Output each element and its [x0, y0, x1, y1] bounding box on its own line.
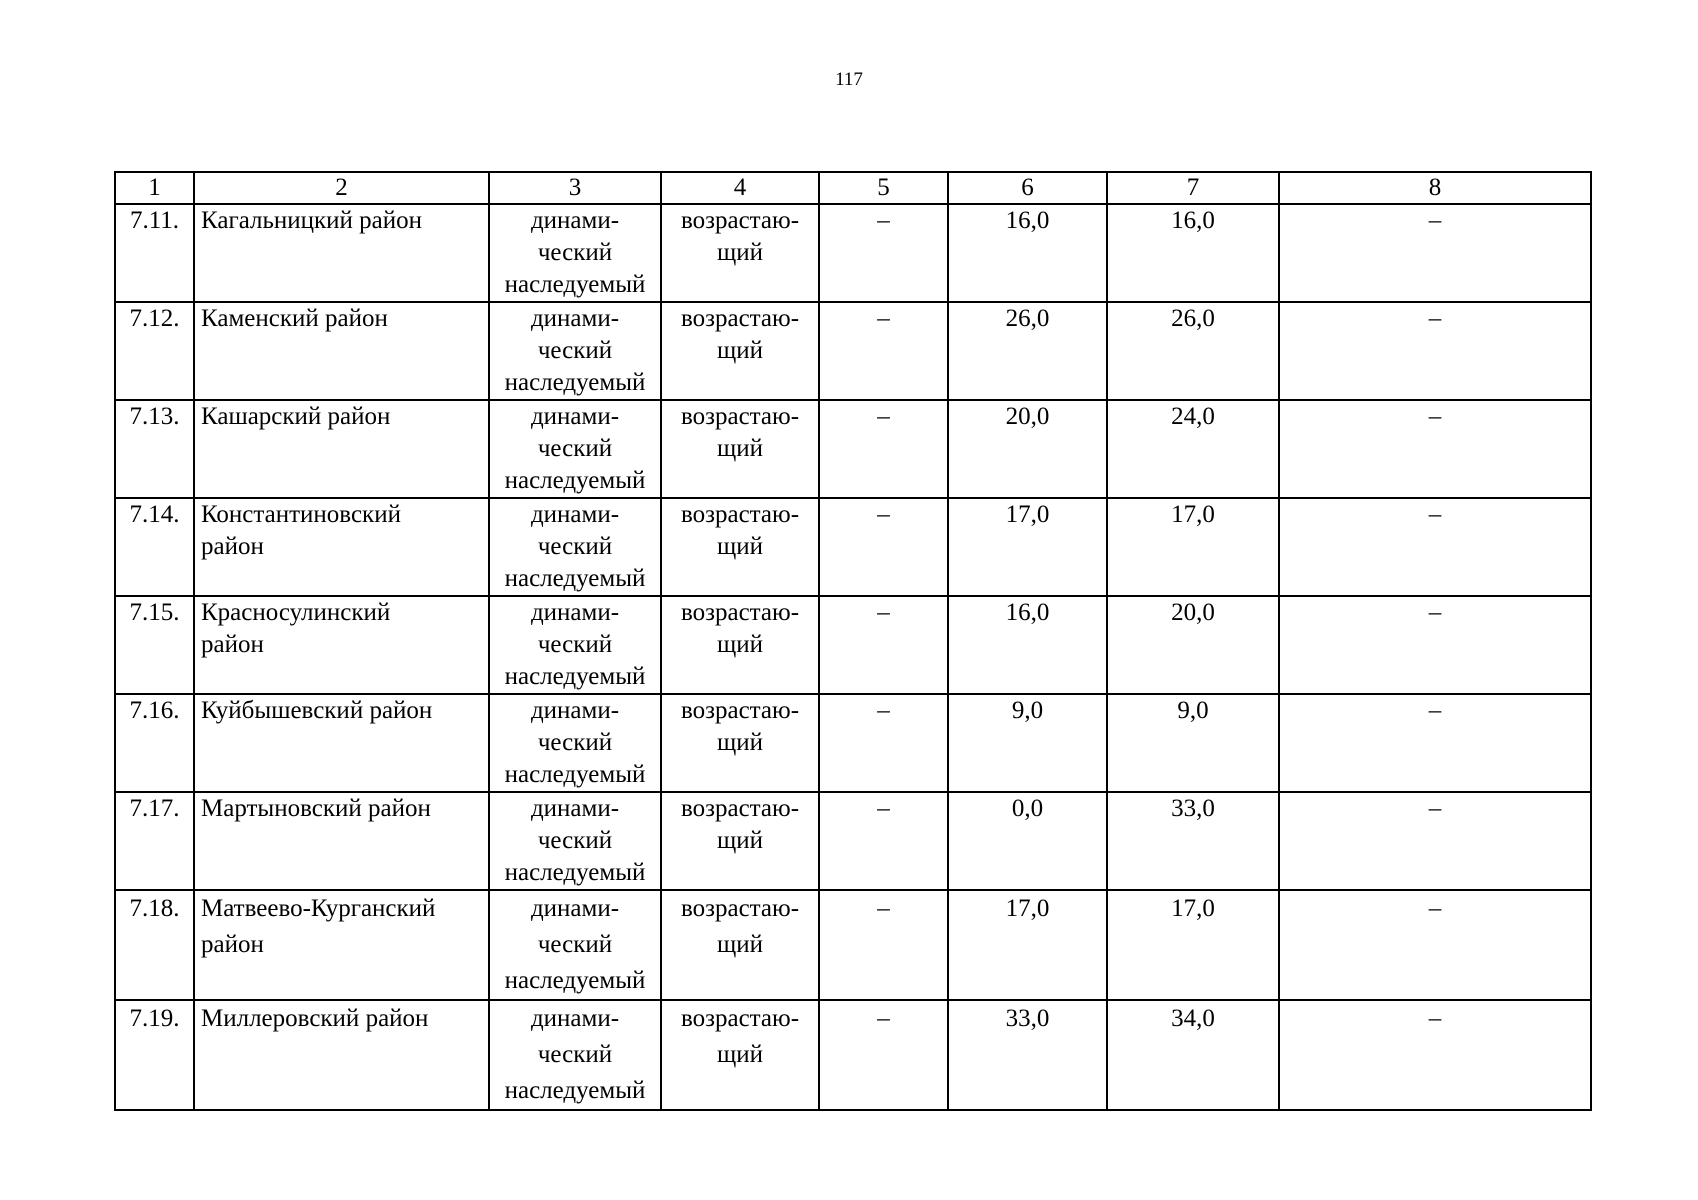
district-name: Каменский район [194, 302, 489, 400]
row-number: 7.17. [115, 792, 194, 890]
header-cell-3: 3 [489, 172, 661, 204]
col8-value: – [1279, 400, 1591, 498]
table-row [115, 302, 1591, 400]
col7-value: 17,0 [1107, 498, 1279, 596]
table-row [115, 694, 1591, 792]
col8-value: – [1279, 890, 1591, 1000]
col4-trend: возрастаю- щий [661, 400, 819, 498]
col7-value: 26,0 [1107, 302, 1279, 400]
header-cell-6: 6 [948, 172, 1107, 204]
col6-value: 16,0 [948, 204, 1107, 302]
col8-value: – [1279, 792, 1591, 890]
row-number: 7.16. [115, 694, 194, 792]
row-number: 7.19. [115, 1000, 194, 1110]
col3-type: динами- ческий наследуемый [489, 1000, 661, 1110]
table-row [115, 498, 1591, 596]
row-number: 7.11. [115, 204, 194, 302]
district-name: Красносулинский район [194, 596, 489, 694]
header-cell-5: 5 [819, 172, 948, 204]
col6-value: 26,0 [948, 302, 1107, 400]
col6-value: 0,0 [948, 792, 1107, 890]
col3-type: динами- ческий наследуемый [489, 792, 661, 890]
table-row [115, 204, 1591, 302]
col8-value: – [1279, 302, 1591, 400]
header-row [115, 172, 1591, 204]
col6-value: 17,0 [948, 890, 1107, 1000]
col5-value: – [819, 498, 948, 596]
district-name: Мартыновский район [194, 792, 489, 890]
col6-value: 20,0 [948, 400, 1107, 498]
col8-value: – [1279, 204, 1591, 302]
col3-type: динами- ческий наследуемый [489, 498, 661, 596]
district-name: Куйбышевский район [194, 694, 489, 792]
col4-trend: возрастаю- щий [661, 792, 819, 890]
district-name: Кагальницкий район [194, 204, 489, 302]
col4-trend: возрастаю- щий [661, 302, 819, 400]
col4-trend: возрастаю- щий [661, 498, 819, 596]
col8-value: – [1279, 694, 1591, 792]
col4-trend: возрастаю- щий [661, 596, 819, 694]
row-number: 7.12. [115, 302, 194, 400]
table-row [115, 400, 1591, 498]
col4-trend: возрастаю- щий [661, 694, 819, 792]
col3-type: динами- ческий наследуемый [489, 302, 661, 400]
district-name: Константиновский район [194, 498, 489, 596]
table-row [115, 1000, 1591, 1110]
col5-value: – [819, 204, 948, 302]
col6-value: 16,0 [948, 596, 1107, 694]
col7-value: 24,0 [1107, 400, 1279, 498]
col5-value: – [819, 1000, 948, 1110]
col8-value: – [1279, 1000, 1591, 1110]
header-cell-7: 7 [1107, 172, 1279, 204]
col3-type: динами- ческий наследуемый [489, 694, 661, 792]
col4-trend: возрастаю- щий [661, 1000, 819, 1110]
col4-trend: возрастаю- щий [661, 890, 819, 1000]
row-number: 7.13. [115, 400, 194, 498]
district-name: Кашарский район [194, 400, 489, 498]
col5-value: – [819, 890, 948, 1000]
col6-value: 9,0 [948, 694, 1107, 792]
col3-type: динами- ческий наследуемый [489, 596, 661, 694]
row-number: 7.18. [115, 890, 194, 1000]
col7-value: 33,0 [1107, 792, 1279, 890]
header-cell-8: 8 [1279, 172, 1591, 204]
header-cell-1: 1 [115, 172, 194, 204]
col7-value: 20,0 [1107, 596, 1279, 694]
col5-value: – [819, 302, 948, 400]
col3-type: динами- ческий наследуемый [489, 204, 661, 302]
col7-value: 34,0 [1107, 1000, 1279, 1110]
col8-value: – [1279, 498, 1591, 596]
col7-value: 17,0 [1107, 890, 1279, 1000]
col7-value: 16,0 [1107, 204, 1279, 302]
table-row [115, 792, 1591, 890]
col3-type: динами- ческий наследуемый [489, 400, 661, 498]
district-name: Матвеево-Курганский район [194, 890, 489, 1000]
table-row [115, 596, 1591, 694]
col5-value: – [819, 596, 948, 694]
page-number: 117 [835, 69, 863, 90]
row-number: 7.14. [115, 498, 194, 596]
col8-value: – [1279, 596, 1591, 694]
district-name: Миллеровский район [194, 1000, 489, 1110]
row-number: 7.15. [115, 596, 194, 694]
header-cell-2: 2 [194, 172, 489, 204]
col5-value: – [819, 792, 948, 890]
table-row [115, 890, 1591, 1000]
col5-value: – [819, 400, 948, 498]
col6-value: 33,0 [948, 1000, 1107, 1110]
data-table [114, 171, 1592, 1111]
col3-type: динами- ческий наследуемый [489, 890, 661, 1000]
col4-trend: возрастаю- щий [661, 204, 819, 302]
col6-value: 17,0 [948, 498, 1107, 596]
col7-value: 9,0 [1107, 694, 1279, 792]
header-cell-4: 4 [661, 172, 819, 204]
col5-value: – [819, 694, 948, 792]
